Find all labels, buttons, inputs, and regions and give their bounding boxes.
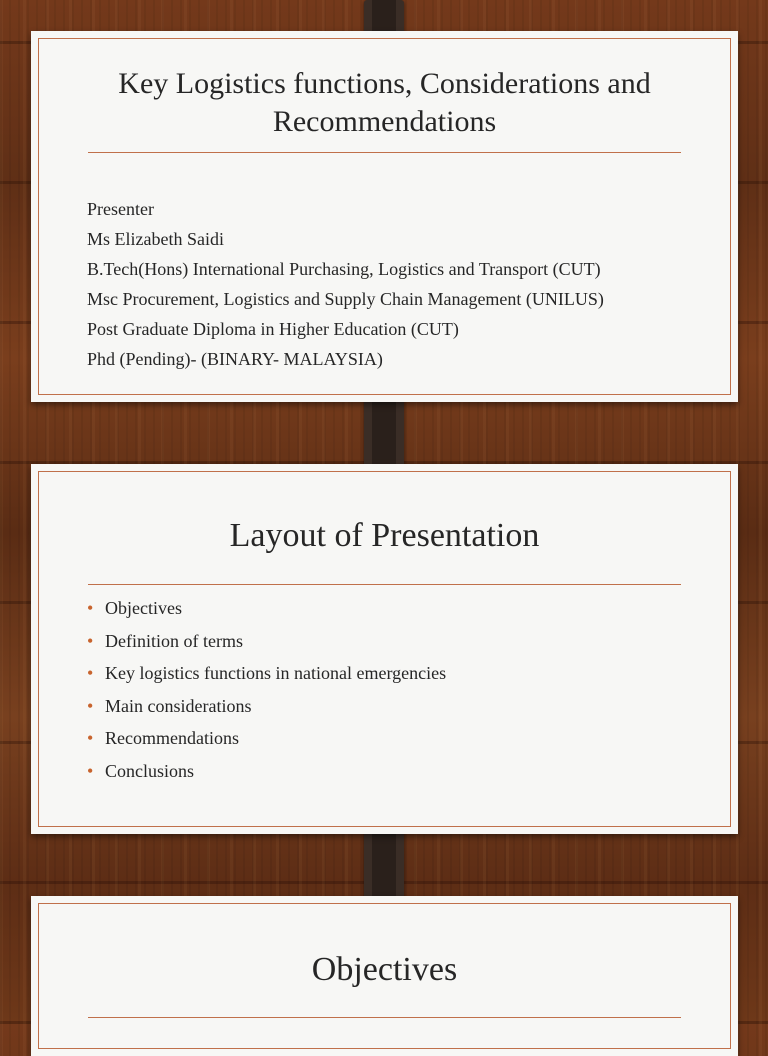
title-divider <box>88 1017 681 1018</box>
presenter-qualification: Post Graduate Diploma in Higher Education (CUT) <box>87 319 459 339</box>
slide-title[interactable] <box>31 31 738 402</box>
presenter-name: Ms Elizabeth Saidi <box>87 229 224 249</box>
agenda-list <box>87 592 446 787</box>
slide-heading: Objectives <box>311 951 458 988</box>
bullet-icon: • <box>87 630 94 651</box>
bullet-icon: • <box>87 760 94 781</box>
presenter-qualification: Msc Procurement, Logistics and Supply Chain Management (UNILUS) <box>87 289 604 309</box>
list-item-label: Main considerations <box>105 695 252 716</box>
slide-title-heading: Key Logistics functions, Considerations and Recommendations <box>118 67 651 138</box>
presenter-details <box>87 194 604 374</box>
presenter-qualification: Phd (Pending)- (BINARY- MALAYSIA) <box>87 349 383 369</box>
list-item-label: Definition of terms <box>105 630 243 651</box>
list-item <box>87 592 446 625</box>
bullet-icon: • <box>87 598 94 618</box>
title-divider <box>88 152 681 153</box>
bullet-icon: • <box>87 728 94 748</box>
presenter-label: Presenter <box>87 199 154 219</box>
slide-objectives[interactable] <box>31 896 738 1056</box>
bullet-icon: • <box>87 663 94 683</box>
list-item <box>87 755 446 788</box>
presenter-qualification: B.Tech(Hons) International Purchasing, Logistics and Transport (CUT) <box>87 259 601 279</box>
list-item <box>87 690 446 723</box>
slide-heading: Layout of Presentation <box>229 517 540 554</box>
list-item <box>87 657 446 690</box>
list-item-label: Recommendations <box>105 728 239 748</box>
list-item-label: Objectives <box>105 598 182 618</box>
list-item-label: Key logistics functions in national emergencies <box>105 663 447 683</box>
list-item-label: Conclusions <box>105 760 195 781</box>
title-divider <box>88 584 681 585</box>
list-item <box>87 625 446 658</box>
bullet-icon: • <box>87 695 94 716</box>
slide-layout-of-presentation[interactable] <box>31 464 738 834</box>
list-item <box>87 722 446 755</box>
